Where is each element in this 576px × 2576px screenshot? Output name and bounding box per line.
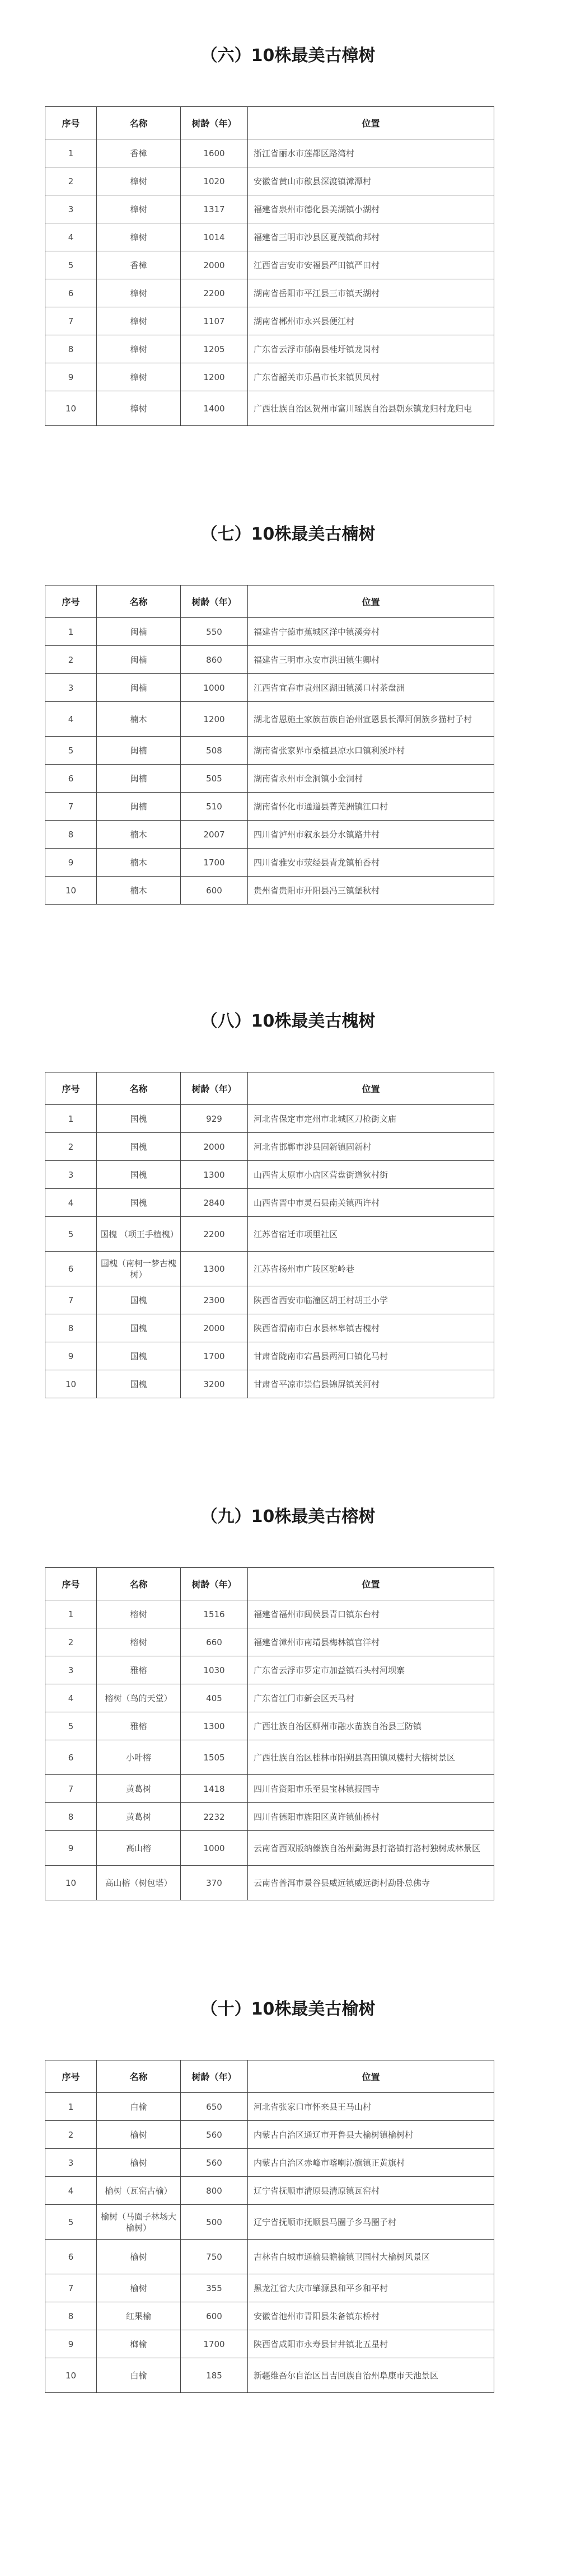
header-row [45, 1072, 494, 1105]
tree-location: 贵州省贵阳市开阳县冯三镇堡秋村 [248, 877, 494, 905]
tree-age: 1000 [181, 1831, 248, 1866]
table-row [45, 391, 494, 426]
tree-location: 湖南省永州市金洞镇小金洞村 [248, 765, 494, 793]
tree-age: 355 [181, 2274, 248, 2302]
row-index: 7 [45, 793, 97, 821]
tree-age: 500 [181, 2205, 248, 2240]
section-camphor [0, 45, 576, 414]
table-row [45, 1866, 494, 1900]
tree-age: 650 [181, 2093, 248, 2121]
table-row [45, 2274, 494, 2302]
column-header-tree-age: 树龄（年） [181, 586, 248, 618]
tree-name: 樟树 [97, 391, 181, 426]
row-index: 4 [45, 2177, 97, 2205]
row-index: 3 [45, 1161, 97, 1189]
tree-name: 樟树 [97, 279, 181, 307]
row-index: 10 [45, 391, 97, 426]
tree-location: 四川省资阳市乐至县宝林镇报国寺 [248, 1775, 494, 1803]
tree-age: 1300 [181, 1252, 248, 1286]
table-row [45, 1133, 494, 1161]
column-header-row-index: 序号 [45, 1568, 97, 1600]
tree-location: 安徽省黄山市歙县深渡镇漳潭村 [248, 167, 494, 195]
table-row [45, 1286, 494, 1314]
table-row [45, 195, 494, 223]
tree-table [45, 2060, 494, 2393]
section-title: （十）10株最美古榆树 [200, 1999, 376, 2019]
tree-location: 广东省江门市新会区天马村 [248, 1684, 494, 1712]
tree-age: 1014 [181, 223, 248, 251]
tree-age: 1700 [181, 2330, 248, 2358]
tree-name: 国槐 [97, 1133, 181, 1161]
table-row [45, 2121, 494, 2149]
row-index: 7 [45, 307, 97, 335]
row-index: 4 [45, 1189, 97, 1217]
section-title: （八）10株最美古槐树 [200, 1011, 376, 1031]
row-index: 6 [45, 279, 97, 307]
row-index: 5 [45, 737, 97, 765]
tree-location: 四川省泸州市叙永县分水镇路井村 [248, 821, 494, 849]
header-row [45, 1568, 494, 1600]
tree-age: 550 [181, 618, 248, 646]
tree-location: 福建省福州市闽侯县青口镇东台村 [248, 1600, 494, 1628]
tree-name: 闽楠 [97, 646, 181, 674]
row-index: 8 [45, 821, 97, 849]
row-index: 5 [45, 251, 97, 279]
tree-location: 浙江省丽水市莲都区路湾村 [248, 139, 494, 167]
tree-age: 1600 [181, 139, 248, 167]
tree-age: 2232 [181, 1803, 248, 1831]
tree-name: 樟树 [97, 335, 181, 363]
table-row [45, 2093, 494, 2121]
column-header-tree-name: 名称 [97, 107, 181, 139]
column-header-tree-location: 位置 [248, 2060, 494, 2093]
row-index: 7 [45, 2274, 97, 2302]
tree-location: 河北省保定市定州市北城区刀枪街文庙 [248, 1105, 494, 1133]
tree-name: 黄葛树 [97, 1775, 181, 1803]
row-index: 1 [45, 2093, 97, 2121]
tree-name: 榆树 [97, 2274, 181, 2302]
table-row [45, 1628, 494, 1656]
tree-location: 广西壮族自治区柳州市融水苗族自治县三防镇 [248, 1712, 494, 1740]
tree-name: 国槐 [97, 1189, 181, 1217]
tree-age: 1418 [181, 1775, 248, 1803]
tree-age: 2000 [181, 1133, 248, 1161]
column-header-row-index: 序号 [45, 1072, 97, 1105]
row-index: 9 [45, 1831, 97, 1866]
section-sophora [0, 1010, 576, 1389]
tree-age: 1020 [181, 167, 248, 195]
column-header-tree-location: 位置 [248, 1072, 494, 1105]
row-index: 8 [45, 1803, 97, 1831]
tree-age: 370 [181, 1866, 248, 1900]
tree-location: 广东省韶关市乐昌市长来镇贝凤村 [248, 363, 494, 391]
tree-location: 甘肃省平凉市崇信县锦屏镇关河村 [248, 1370, 494, 1398]
tree-location: 吉林省白城市通榆县瞻榆镇卫国村大榆树风景区 [248, 2240, 494, 2274]
tree-location: 福建省三明市永安市洪田镇生卿村 [248, 646, 494, 674]
table-row [45, 2358, 494, 2393]
tree-location: 湖北省恩施土家族苗族自治州宣恩县长潭河侗族乡猫村子村 [248, 702, 494, 737]
tree-name: 雅榕 [97, 1656, 181, 1684]
tree-name: 樟树 [97, 167, 181, 195]
row-index: 6 [45, 765, 97, 793]
tree-location: 湖南省怀化市通道县菁芜洲镇江口村 [248, 793, 494, 821]
tree-location: 江苏省宿迁市项里社区 [248, 1217, 494, 1252]
tree-location: 江西省宜春市袁州区湖田镇溪口村茶盘洲 [248, 674, 494, 702]
section-elm [0, 1998, 576, 2381]
table-row [45, 1740, 494, 1775]
tree-age: 2000 [181, 1314, 248, 1342]
row-index: 6 [45, 1252, 97, 1286]
table-row [45, 2240, 494, 2274]
tree-name: 小叶榕 [97, 1740, 181, 1775]
table-row [45, 702, 494, 737]
tree-age: 800 [181, 2177, 248, 2205]
tree-name: 闽楠 [97, 765, 181, 793]
header-row [45, 107, 494, 139]
row-index: 1 [45, 139, 97, 167]
table-row [45, 139, 494, 167]
tree-age: 929 [181, 1105, 248, 1133]
header-row [45, 2060, 494, 2093]
row-index: 1 [45, 618, 97, 646]
tree-name: 红果榆 [97, 2302, 181, 2330]
table-row [45, 279, 494, 307]
table-row [45, 335, 494, 363]
tree-table [45, 106, 494, 426]
column-header-tree-age: 树龄（年） [181, 1072, 248, 1105]
tree-location: 陕西省咸阳市永寿县甘井镇北五星村 [248, 2330, 494, 2358]
tree-location: 黑龙江省大庆市肇源县和平乡和平村 [248, 2274, 494, 2302]
tree-location: 山西省晋中市灵石县南关镇西许村 [248, 1189, 494, 1217]
tree-age: 1030 [181, 1656, 248, 1684]
row-index: 3 [45, 2149, 97, 2177]
table-row [45, 1712, 494, 1740]
table-row [45, 1656, 494, 1684]
table-row [45, 793, 494, 821]
tree-location: 广东省云浮市郁南县桂圩镇龙岗村 [248, 335, 494, 363]
tree-table [45, 585, 494, 905]
tree-location: 甘肃省陇南市宕昌县两河口镇化马村 [248, 1342, 494, 1370]
tree-age: 1300 [181, 1712, 248, 1740]
tree-name: 楠木 [97, 849, 181, 877]
tree-name: 高山榕（树包塔） [97, 1866, 181, 1900]
tree-name: 榆树 [97, 2240, 181, 2274]
tree-name: 国槐 [97, 1286, 181, 1314]
tree-location: 广西壮族自治区贺州市富川瑶族自治县朝东镇龙归村龙归屯 [248, 391, 494, 426]
tree-age: 860 [181, 646, 248, 674]
table-row [45, 1189, 494, 1217]
tree-name: 榆树（瓦窑古榆） [97, 2177, 181, 2205]
table-row [45, 849, 494, 877]
row-index: 9 [45, 849, 97, 877]
tree-location: 福建省三明市沙县区夏茂镇俞邦村 [248, 223, 494, 251]
table-row [45, 1831, 494, 1866]
table-row [45, 674, 494, 702]
tree-age: 2200 [181, 1217, 248, 1252]
row-index: 2 [45, 1133, 97, 1161]
tree-name: 高山榕 [97, 1831, 181, 1866]
table-row [45, 877, 494, 905]
row-index: 1 [45, 1600, 97, 1628]
column-header-row-index: 序号 [45, 2060, 97, 2093]
tree-age: 1107 [181, 307, 248, 335]
row-index: 9 [45, 1342, 97, 1370]
tree-name: 樟树 [97, 363, 181, 391]
table-row [45, 2177, 494, 2205]
section-title: （七）10株最美古楠树 [200, 524, 376, 544]
tree-location: 安徽省池州市青阳县朱备镇东桥村 [248, 2302, 494, 2330]
column-header-tree-age: 树龄（年） [181, 107, 248, 139]
tree-age: 1400 [181, 391, 248, 426]
tree-name: 国槐 [97, 1105, 181, 1133]
tree-location: 新疆维吾尔自治区昌吉回族自治州阜康市天池景区 [248, 2358, 494, 2393]
tree-age: 2007 [181, 821, 248, 849]
tree-age: 1200 [181, 363, 248, 391]
column-header-row-index: 序号 [45, 586, 97, 618]
tree-age: 2840 [181, 1189, 248, 1217]
row-index: 3 [45, 674, 97, 702]
section-banyan [0, 1506, 576, 1888]
tree-name: 国槐 [97, 1314, 181, 1342]
tree-table [45, 1072, 494, 1398]
tree-age: 600 [181, 2302, 248, 2330]
tree-location: 内蒙古自治区赤峰市喀喇沁旗镇正黄旗村 [248, 2149, 494, 2177]
tree-location: 广西壮族自治区桂林市阳朔县高田镇凤楼村大榕树景区 [248, 1740, 494, 1775]
column-header-tree-name: 名称 [97, 2060, 181, 2093]
row-index: 3 [45, 1656, 97, 1684]
row-index: 3 [45, 195, 97, 223]
row-index: 7 [45, 1775, 97, 1803]
column-header-tree-location: 位置 [248, 107, 494, 139]
tree-name: 闽楠 [97, 737, 181, 765]
tree-location: 江西省吉安市安福县严田镇严田村 [248, 251, 494, 279]
column-header-tree-name: 名称 [97, 586, 181, 618]
column-header-tree-location: 位置 [248, 1568, 494, 1600]
tree-name: 榔榆 [97, 2330, 181, 2358]
tree-name: 楠木 [97, 877, 181, 905]
row-index: 10 [45, 877, 97, 905]
table-row [45, 2330, 494, 2358]
tree-location: 湖南省张家界市桑植县凉水口镇利溪坪村 [248, 737, 494, 765]
tree-age: 1700 [181, 849, 248, 877]
row-index: 10 [45, 1370, 97, 1398]
tree-age: 1516 [181, 1600, 248, 1628]
row-index: 5 [45, 2205, 97, 2240]
tree-name: 樟树 [97, 307, 181, 335]
tree-age: 560 [181, 2149, 248, 2177]
row-index: 4 [45, 223, 97, 251]
row-index: 1 [45, 1105, 97, 1133]
row-index: 2 [45, 646, 97, 674]
tree-age: 1300 [181, 1161, 248, 1189]
tree-name: 黄葛树 [97, 1803, 181, 1831]
section-title: （六）10株最美古樟树 [200, 46, 376, 65]
tree-location: 辽宁省抚顺市抚顺县马圈子乡马圈子村 [248, 2205, 494, 2240]
table-row [45, 307, 494, 335]
column-header-tree-name: 名称 [97, 1568, 181, 1600]
tree-age: 3200 [181, 1370, 248, 1398]
tree-age: 2000 [181, 251, 248, 279]
row-index: 8 [45, 1314, 97, 1342]
tree-name: 香樟 [97, 139, 181, 167]
table-row [45, 646, 494, 674]
row-index: 5 [45, 1712, 97, 1740]
tree-age: 660 [181, 1628, 248, 1656]
row-index: 4 [45, 702, 97, 737]
table-row [45, 223, 494, 251]
column-header-row-index: 序号 [45, 107, 97, 139]
table-row [45, 1370, 494, 1398]
table-row [45, 618, 494, 646]
tree-location: 广东省云浮市罗定市加益镇石头村河坝寨 [248, 1656, 494, 1684]
row-index: 8 [45, 2302, 97, 2330]
tree-name: 国槐（南柯一梦古槐树） [97, 1252, 181, 1286]
tree-name: 樟树 [97, 195, 181, 223]
table-row [45, 251, 494, 279]
tree-name: 白榆 [97, 2358, 181, 2393]
tree-age: 185 [181, 2358, 248, 2393]
table-row [45, 1342, 494, 1370]
tree-location: 河北省张家口市怀来县王马山村 [248, 2093, 494, 2121]
row-index: 10 [45, 2358, 97, 2393]
tree-name: 闽楠 [97, 674, 181, 702]
tree-age: 1317 [181, 195, 248, 223]
tree-age: 508 [181, 737, 248, 765]
table-row [45, 1252, 494, 1286]
tree-age: 1205 [181, 335, 248, 363]
tree-location: 福建省泉州市德化县美湖镇小湖村 [248, 195, 494, 223]
tree-location: 云南省普洱市景谷县威远镇威远街村勐卧总佛寺 [248, 1866, 494, 1900]
row-index: 4 [45, 1684, 97, 1712]
tree-name: 榆树 [97, 2149, 181, 2177]
row-index: 2 [45, 2121, 97, 2149]
tree-age: 2300 [181, 1286, 248, 1314]
table-row [45, 2149, 494, 2177]
tree-location: 湖南省岳阳市平江县三市镇天湖村 [248, 279, 494, 307]
row-index: 6 [45, 1740, 97, 1775]
tree-name: 国槐 [97, 1342, 181, 1370]
table-row [45, 2205, 494, 2240]
tree-age: 750 [181, 2240, 248, 2274]
tree-name: 榆树（马圈子林场大榆树） [97, 2205, 181, 2240]
tree-name: 雅榕 [97, 1712, 181, 1740]
tree-age: 505 [181, 765, 248, 793]
table-row [45, 765, 494, 793]
column-header-tree-age: 树龄（年） [181, 1568, 248, 1600]
table-row [45, 1314, 494, 1342]
tree-location: 湖南省郴州市永兴县便江村 [248, 307, 494, 335]
tree-location: 福建省宁德市蕉城区洋中镇溪旁村 [248, 618, 494, 646]
tree-age: 510 [181, 793, 248, 821]
table-row [45, 737, 494, 765]
tree-location: 河北省邯郸市涉县固新镇固新村 [248, 1133, 494, 1161]
tree-name: 白榆 [97, 2093, 181, 2121]
section-phoebe [0, 523, 576, 896]
tree-age: 1000 [181, 674, 248, 702]
tree-name: 闽楠 [97, 793, 181, 821]
table-row [45, 1803, 494, 1831]
section-title: （九）10株最美古榕树 [200, 1507, 376, 1526]
table-row [45, 1161, 494, 1189]
column-header-tree-location: 位置 [248, 586, 494, 618]
tree-location: 辽宁省抚顺市清原县清原镇瓦窑村 [248, 2177, 494, 2205]
row-index: 8 [45, 335, 97, 363]
tree-location: 福建省漳州市南靖县梅林镇官洋村 [248, 1628, 494, 1656]
tree-location: 四川省德阳市旌阳区黄许镇仙桥村 [248, 1803, 494, 1831]
tree-age: 1200 [181, 702, 248, 737]
tree-name: 国槐 [97, 1161, 181, 1189]
tree-location: 四川省雅安市荥经县青龙镇柏香村 [248, 849, 494, 877]
tree-age: 2200 [181, 279, 248, 307]
tree-location: 江苏省扬州市广陵区驼岭巷 [248, 1252, 494, 1286]
row-index: 5 [45, 1217, 97, 1252]
row-index: 10 [45, 1866, 97, 1900]
table-row [45, 1684, 494, 1712]
tree-name: 国槐 [97, 1370, 181, 1398]
table-row [45, 167, 494, 195]
tree-name: 香樟 [97, 251, 181, 279]
tree-location: 陕西省西安市临潼区胡王村胡王小学 [248, 1286, 494, 1314]
table-row [45, 1600, 494, 1628]
table-row [45, 363, 494, 391]
table-row [45, 2302, 494, 2330]
tree-name: 国槐 （项王手植槐） [97, 1217, 181, 1252]
tree-name: 楠木 [97, 702, 181, 737]
tree-name: 樟树 [97, 223, 181, 251]
tree-name: 榕树 [97, 1628, 181, 1656]
tree-table [45, 1567, 494, 1900]
table-row [45, 1105, 494, 1133]
tree-name: 闽楠 [97, 618, 181, 646]
row-index: 2 [45, 1628, 97, 1656]
table-row [45, 1217, 494, 1252]
tree-location: 陕西省渭南市白水县林皋镇古槐村 [248, 1314, 494, 1342]
tree-name: 楠木 [97, 821, 181, 849]
table-row [45, 1775, 494, 1803]
row-index: 9 [45, 363, 97, 391]
column-header-tree-name: 名称 [97, 1072, 181, 1105]
column-header-tree-age: 树龄（年） [181, 2060, 248, 2093]
row-index: 6 [45, 2240, 97, 2274]
row-index: 9 [45, 2330, 97, 2358]
tree-age: 405 [181, 1684, 248, 1712]
tree-location: 内蒙古自治区通辽市开鲁县大榆树镇榆树村 [248, 2121, 494, 2149]
tree-age: 600 [181, 877, 248, 905]
tree-location: 山西省太原市小店区营盘街道狄村街 [248, 1161, 494, 1189]
tree-age: 560 [181, 2121, 248, 2149]
tree-age: 1505 [181, 1740, 248, 1775]
header-row [45, 586, 494, 618]
row-index: 7 [45, 1286, 97, 1314]
tree-name: 榕树 [97, 1600, 181, 1628]
tree-name: 榆树 [97, 2121, 181, 2149]
table-row [45, 821, 494, 849]
tree-name: 榕树（鸟的天堂） [97, 1684, 181, 1712]
row-index: 2 [45, 167, 97, 195]
tree-location: 云南省西双版纳傣族自治州勐海县打洛镇打洛村独树成林景区 [248, 1831, 494, 1866]
tree-age: 1700 [181, 1342, 248, 1370]
